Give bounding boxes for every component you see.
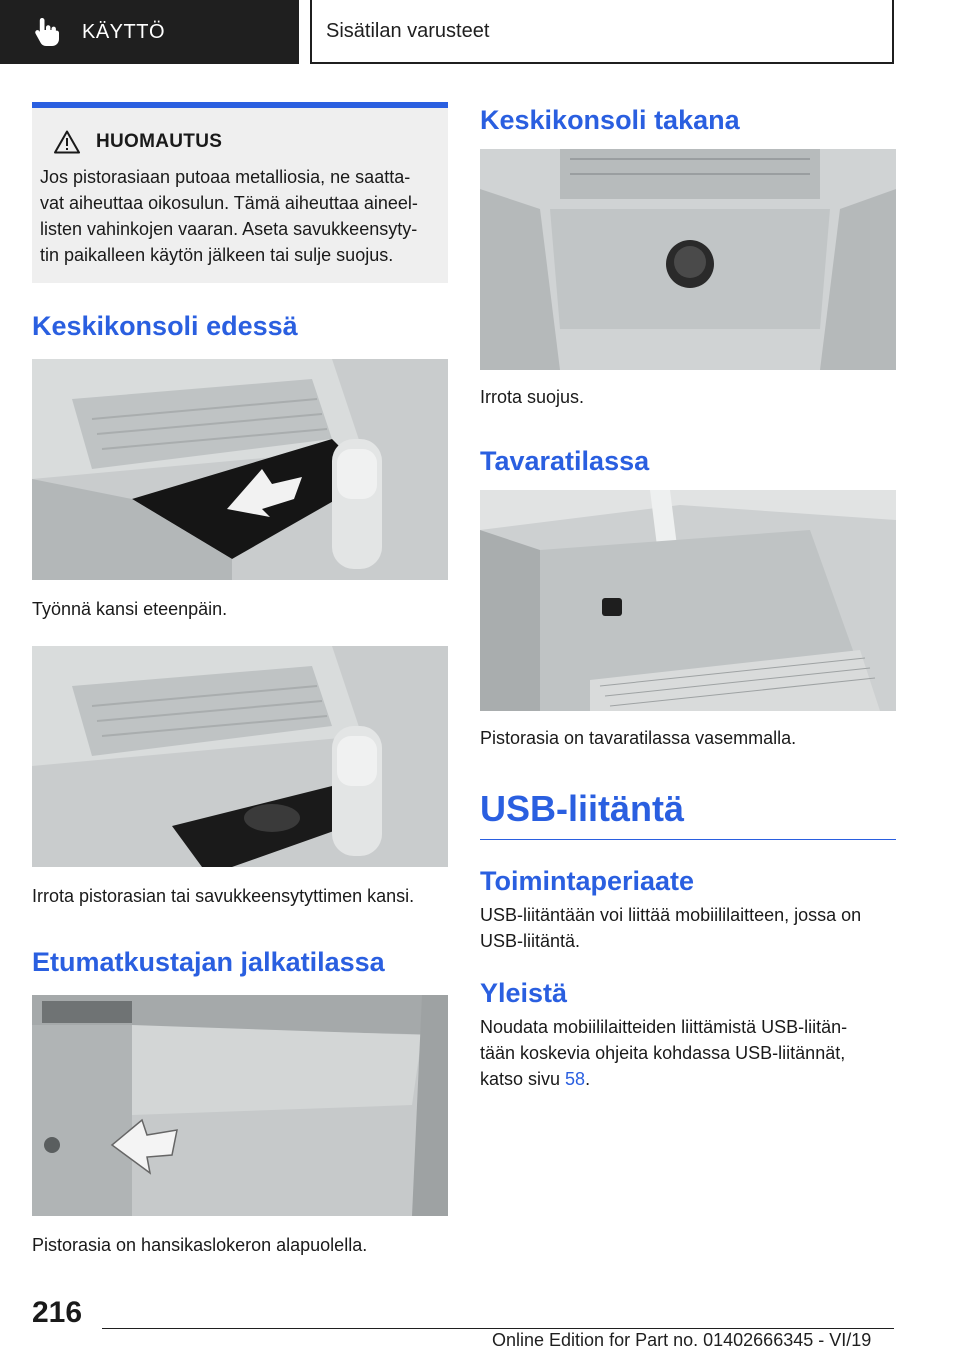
hand-pointer-icon (30, 15, 64, 49)
photo-rear-console (480, 149, 896, 370)
right-column (480, 102, 896, 1092)
chapter-tab[interactable] (0, 0, 299, 64)
photo-front-console-cover (32, 359, 448, 580)
page-number: 216 (32, 1296, 83, 1329)
left-column (32, 102, 448, 1258)
footer-edition: Online Edition for Part no. 01402666345 - VI/19 (492, 1330, 872, 1350)
caption-footwell-socket: Pistorasia on hansikaslokeron alapuolella. (32, 1235, 368, 1255)
chapter-label: KÄYTTÖ (82, 20, 166, 43)
notice-title: HUOMAUTUS (96, 131, 223, 152)
heading-trunk: Tavaratilassa (480, 446, 650, 476)
caption-remove-cover: Irrota suojus. (480, 387, 585, 407)
photo-trunk (480, 490, 896, 711)
principle-text: USB-liitäntään voi liittää mobiililaitteen, jossa on USB-liitäntä. (480, 905, 862, 951)
photo-footwell (32, 995, 448, 1216)
caption-push-cover: Työnnä kansi eteenpäin. (32, 599, 228, 619)
heading-general: Yleistä (480, 978, 568, 1008)
general-text: Noudata mobiililaitteiden liittämistä USB-liitän‐ tään koskevia ohjeita kohdassa USB-liitännät, katso sivu 58. (480, 1017, 848, 1089)
photo-socket-cover (32, 646, 448, 867)
caption-remove-socket-cover: Irrota pistorasian tai savukkeensytyttimen kansi. (32, 886, 415, 906)
heading-usb: USB-liitäntä (480, 788, 685, 829)
usb-heading-rule (480, 839, 896, 840)
page-58-link[interactable]: 58 (565, 1069, 586, 1089)
caption-trunk-socket: Pistorasia on tavaratilassa vasemmalla. (480, 728, 797, 748)
footer-rule (102, 1328, 894, 1329)
notice-box (32, 102, 448, 283)
heading-principle: Toimintaperiaate (480, 866, 695, 896)
heading-front-console: Keskikonsoli edessä (32, 311, 298, 341)
notice-text: Jos pistorasiaan putoaa metalliosia, ne saatta‐ vat aiheuttaa oikosulun. Tämä aiheuttaa aineel‐ listen vahinkojen vaaran. Aseta savukkeensyty‐ tin paikalleen käytön jälkeen tai sulje suojus. (40, 167, 418, 265)
heading-rear-console: Keskikonsoli takana (480, 105, 740, 135)
heading-passenger-footwell: Etumatkustajan jalkatilassa (32, 947, 385, 977)
warning-triangle-icon (54, 130, 80, 154)
section-title: Sisätilan varusteet (310, 0, 894, 64)
